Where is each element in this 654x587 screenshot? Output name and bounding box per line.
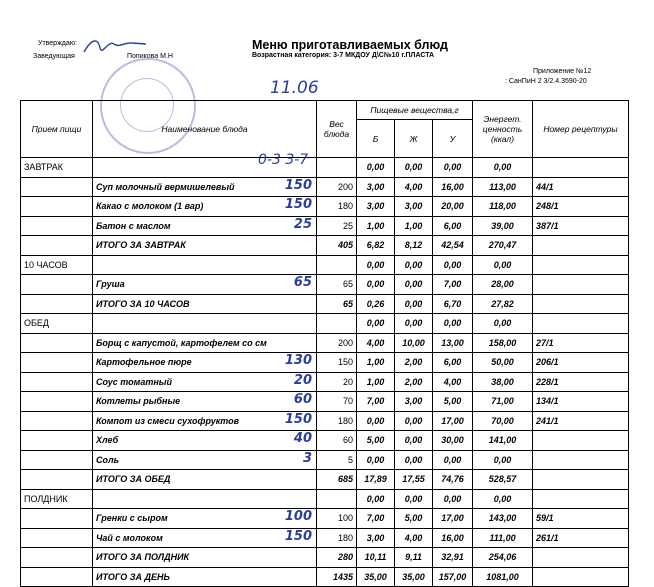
cell-u: 16,00 [433,177,473,197]
cell-weight [317,489,357,509]
cell-dish [93,431,317,451]
cell-rec [533,236,629,256]
cell-b: 0,00 [357,411,395,431]
cell-b: 6,82 [357,236,395,256]
handwritten-portion: 3 [302,450,312,466]
cell-kcal: 270,47 [473,236,533,256]
cell-rec [533,470,629,490]
table-row [21,236,629,256]
cell-b: 3,00 [357,528,395,548]
dish-label: Суп молочный вермишелевый [96,181,235,192]
approve-role: Заведующая [33,53,75,60]
handwritten-date: 11.06 [270,78,319,98]
cell-weight: 25 [317,216,357,236]
cell-b: 7,00 [357,509,395,529]
handwritten-portion: 40 [293,431,312,446]
cell-dish: ИТОГО ЗА 10 ЧАСОВ [93,294,317,314]
table-row [21,450,629,470]
cell-rec [533,567,629,587]
table-row [21,489,629,509]
cell-dish [93,177,317,197]
cell-rec [533,548,629,568]
handwritten-portion: 150 [284,411,312,427]
cell-meal [21,411,93,431]
cell-rec: 387/1 [533,216,629,236]
cell-meal: ЗАВТРАК [21,158,93,178]
appendix-label: Приложение №12 [533,68,592,75]
cell-weight: 20 [317,372,357,392]
cell-zh: 2,00 [395,372,433,392]
cell-zh: 0,00 [395,275,433,295]
cell-weight: 405 [317,236,357,256]
cell-zh: 2,00 [395,353,433,373]
cell-zh: 0,00 [395,411,433,431]
cell-meal: ПОЛДНИК [21,489,93,509]
cell-meal [21,275,93,295]
cell-u: 13,00 [433,333,473,353]
cell-b: 0,00 [357,450,395,470]
dish-label: Чай с молоком [96,532,163,543]
cell-b: 1,00 [357,216,395,236]
cell-kcal: 0,00 [473,489,533,509]
cell-dish [93,314,317,334]
cell-u: 32,91 [433,548,473,568]
handwritten-portion: 20 [293,372,312,388]
table-row [21,567,629,587]
cell-meal [21,216,93,236]
handwritten-portion: 100 [284,509,312,524]
cell-meal [21,177,93,197]
cell-kcal: 113,00 [473,177,533,197]
page-subtitle: Возрастная категория: 3-7 МКДОУ Д\С№10 г.ПЛАСТА [252,52,435,59]
cell-b: 10,11 [357,548,395,568]
cell-meal [21,333,93,353]
table-row [21,197,629,217]
cell-kcal: 254,06 [473,548,533,568]
menu-body [21,158,629,587]
cell-weight: 200 [317,177,357,197]
cell-weight: 100 [317,509,357,529]
cell-zh: 5,00 [395,509,433,529]
cell-b: 3,00 [357,197,395,217]
cell-meal [21,372,93,392]
cell-b: 0,00 [357,314,395,334]
cell-dish [93,197,317,217]
cell-b: 7,00 [357,392,395,412]
cell-meal [21,294,93,314]
table-row [21,314,629,334]
table-row [21,275,629,295]
menu-table [20,100,629,587]
cell-u: 4,00 [433,372,473,392]
cell-kcal: 38,00 [473,372,533,392]
cell-kcal: 1081,00 [473,567,533,587]
header-weight: Вес блюда [317,101,357,158]
cell-dish [93,411,317,431]
cell-rec [533,450,629,470]
cell-b: 0,00 [357,489,395,509]
cell-zh: 9,11 [395,548,433,568]
cell-rec [533,294,629,314]
cell-meal [21,431,93,451]
cell-b: 35,00 [357,567,395,587]
dish-label: Картофельное пюре [96,357,192,368]
table-row [21,392,629,412]
cell-zh: 0,00 [395,489,433,509]
header-meal: Прием пищи [21,101,93,158]
cell-meal: 10 ЧАСОВ [21,255,93,275]
cell-zh: 0,00 [395,158,433,178]
header-zh: Ж [395,120,433,158]
cell-kcal: 143,00 [473,509,533,529]
cell-u: 6,00 [433,353,473,373]
table-row [21,431,629,451]
handwritten-age: 0-3 3-7 [258,152,309,168]
cell-rec: 134/1 [533,392,629,412]
cell-zh: 4,00 [395,177,433,197]
table-row [21,216,629,236]
cell-weight: 1435 [317,567,357,587]
cell-rec: 228/1 [533,372,629,392]
handwritten-portion: 150 [284,528,312,544]
header-energy: Энергет. ценность (ккал) [473,101,533,158]
cell-meal [21,470,93,490]
cell-zh: 0,00 [395,294,433,314]
cell-weight: 280 [317,548,357,568]
cell-dish: ИТОГО ЗА ДЕНЬ [93,567,317,587]
table-row [21,177,629,197]
cell-rec: 241/1 [533,411,629,431]
cell-weight: 200 [317,333,357,353]
cell-weight: 180 [317,197,357,217]
cell-b: 1,00 [357,372,395,392]
cell-meal: ОБЕД [21,314,93,334]
cell-rec: 59/1 [533,509,629,529]
cell-dish: ИТОГО ЗА ОБЕД [93,470,317,490]
cell-u: 7,00 [433,275,473,295]
table-row [21,294,629,314]
cell-kcal: 158,00 [473,333,533,353]
cell-zh: 0,00 [395,255,433,275]
cell-dish: ИТОГО ЗА ЗАВТРАК [93,236,317,256]
signature-icon [80,34,150,58]
cell-kcal: 27,82 [473,294,533,314]
cell-rec [533,431,629,451]
cell-zh: 35,00 [395,567,433,587]
cell-rec: 44/1 [533,177,629,197]
cell-u: 74,76 [433,470,473,490]
handwritten-portion: 60 [293,392,312,407]
cell-rec [533,158,629,178]
cell-rec: 206/1 [533,353,629,373]
cell-rec: 248/1 [533,197,629,217]
header-recipe: Номер рецептуры [533,101,629,158]
cell-weight: 180 [317,528,357,548]
cell-kcal: 0,00 [473,314,533,334]
cell-weight [317,255,357,275]
cell-b: 3,00 [357,177,395,197]
cell-u: 20,00 [433,197,473,217]
dish-label: Какао с молоком (1 вар) [96,201,204,212]
table-row [21,255,629,275]
cell-u: 0,00 [433,450,473,470]
cell-meal [21,392,93,412]
approve-name: Попикова М.Н [127,53,173,60]
cell-kcal: 528,57 [473,470,533,490]
dish-label: Компот из смеси сухофруктов [96,415,240,426]
cell-weight: 70 [317,392,357,412]
cell-weight: 60 [317,431,357,451]
cell-kcal: 118,00 [473,197,533,217]
dish-label: Котлеты рыбные [96,396,181,407]
cell-dish [93,392,317,412]
header-b: Б [357,120,395,158]
dish-label: Гренки с сыром [96,513,168,524]
cell-kcal: 0,00 [473,158,533,178]
cell-rec [533,255,629,275]
cell-b: 0,00 [357,275,395,295]
table-row [21,509,629,529]
cell-u: 0,00 [433,158,473,178]
cell-weight: 65 [317,294,357,314]
cell-u: 17,00 [433,411,473,431]
cell-b: 0,00 [357,255,395,275]
cell-zh: 17,55 [395,470,433,490]
cell-dish: Борщ с капустой, картофелем со см [93,333,317,353]
cell-rec [533,314,629,334]
cell-dish [93,216,317,236]
dish-label: Груша [96,279,125,290]
cell-kcal: 141,00 [473,431,533,451]
cell-weight: 65 [317,275,357,295]
cell-b: 17,89 [357,470,395,490]
cell-u: 0,00 [433,489,473,509]
cell-b: 5,00 [357,431,395,451]
cell-u: 42,54 [433,236,473,256]
cell-zh: 0,00 [395,431,433,451]
table-row [21,372,629,392]
header-dish: Наименование блюда [93,101,317,158]
table-row [21,528,629,548]
cell-dish [93,158,317,178]
dish-label: Соль [96,454,119,465]
cell-u: 5,00 [433,392,473,412]
cell-meal [21,353,93,373]
cell-weight: 685 [317,470,357,490]
cell-zh: 1,00 [395,216,433,236]
cell-dish [93,353,317,373]
cell-kcal: 28,00 [473,275,533,295]
cell-u: 17,00 [433,509,473,529]
cell-zh: 8,12 [395,236,433,256]
cell-meal [21,528,93,548]
cell-rec: 27/1 [533,333,629,353]
cell-weight [317,158,357,178]
cell-rec [533,489,629,509]
dish-label: Батон с маслом [96,220,171,231]
dish-label: Соус томатный [96,376,172,387]
handwritten-portion: 150 [284,197,312,212]
header-u: У [433,120,473,158]
cell-weight: 180 [317,411,357,431]
cell-u: 30,00 [433,431,473,451]
cell-kcal: 0,00 [473,255,533,275]
cell-dish [93,509,317,529]
cell-zh: 3,00 [395,197,433,217]
cell-dish [93,255,317,275]
cell-kcal: 39,00 [473,216,533,236]
cell-b: 0,26 [357,294,395,314]
sanpin-label: : СанПиН 2 3/2.4.3590-20 [505,78,587,85]
cell-b: 1,00 [357,353,395,373]
cell-rec [533,275,629,295]
table-row [21,333,629,353]
cell-kcal: 0,00 [473,450,533,470]
cell-meal [21,548,93,568]
table-row [21,470,629,490]
cell-kcal: 71,00 [473,392,533,412]
cell-u: 6,00 [433,216,473,236]
page-title: Меню приготавливаемых блюд [252,38,448,52]
cell-b: 4,00 [357,333,395,353]
handwritten-portion: 65 [293,275,312,290]
cell-u: 0,00 [433,314,473,334]
handwritten-portion: 130 [284,353,312,368]
handwritten-portion: 25 [293,216,312,232]
table-row [21,411,629,431]
cell-u: 16,00 [433,528,473,548]
cell-dish [93,275,317,295]
cell-weight: 150 [317,353,357,373]
cell-dish [93,489,317,509]
cell-weight: 5 [317,450,357,470]
handwritten-portion: 150 [284,177,312,193]
cell-weight [317,314,357,334]
cell-zh: 4,00 [395,528,433,548]
cell-dish [93,372,317,392]
cell-rec: 261/1 [533,528,629,548]
table-row [21,548,629,568]
cell-u: 157,00 [433,567,473,587]
table-row [21,158,629,178]
cell-dish: ИТОГО ЗА ПОЛДНИК [93,548,317,568]
cell-meal [21,236,93,256]
cell-kcal: 50,00 [473,353,533,373]
cell-meal [21,567,93,587]
dish-label: Хлеб [96,435,119,446]
cell-dish [93,528,317,548]
table-row [21,353,629,373]
cell-kcal: 111,00 [473,528,533,548]
cell-u: 0,00 [433,255,473,275]
cell-meal [21,450,93,470]
cell-kcal: 70,00 [473,411,533,431]
cell-zh: 3,00 [395,392,433,412]
cell-zh: 10,00 [395,333,433,353]
cell-zh: 0,00 [395,314,433,334]
cell-b: 0,00 [357,158,395,178]
cell-meal [21,509,93,529]
cell-meal [21,197,93,217]
cell-dish [93,450,317,470]
cell-u: 6,70 [433,294,473,314]
approve-label: Утверждаю: [38,40,77,47]
cell-zh: 0,00 [395,450,433,470]
header-nutrients: Пищевые вещества,г [357,101,473,120]
